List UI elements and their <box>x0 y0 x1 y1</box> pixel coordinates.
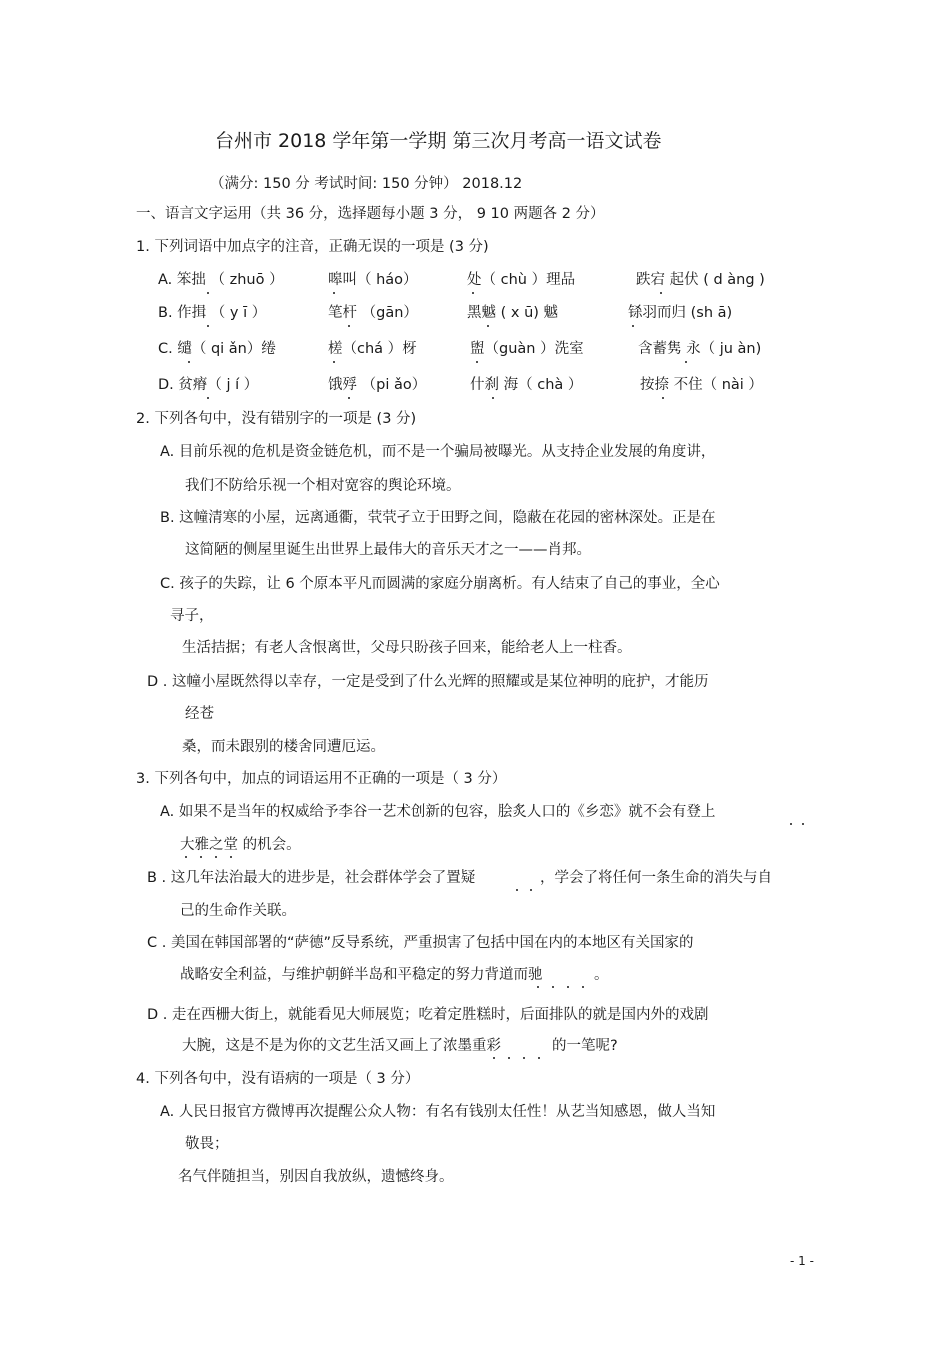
emphasis-dot <box>200 856 202 858</box>
q1-option-d-word1: D. 贫瘠（ j í ） <box>158 377 259 393</box>
q2-option-a-line1: A. 目前乐视的危机是资金链危机，而不是一个骗局被曝光。从支持企业发展的角度讲， <box>160 444 716 460</box>
emphasis-dot <box>516 889 518 891</box>
q4-option-a-line3: 名气伴随担当，别因自我放纵，遗憾终身。 <box>178 1169 454 1185</box>
q3-option-b-line1: B . 这几年法治最大的进步是，社会群体学会了置疑 <box>147 870 476 886</box>
q3-option-b-line2: 己的生命作关联。 <box>180 903 296 919</box>
emphasis-dot <box>662 397 664 399</box>
section-heading: 一、语言文字运用（共 36 分，选择题每小题 3 分， 9 10 两题各 2 分） <box>136 206 605 222</box>
emphasis-dot <box>523 1057 525 1059</box>
q3-option-a-line1: A. 如果不是当年的权威给予李谷一艺术创新的包容，脍炙人口的《乡恋》就不会有登上 <box>160 804 716 820</box>
q4-option-a-line1: A. 人民日报官方微博再次提醒公众人物：有名有钱别太任性！从艺当知感恩，做人当知 <box>160 1104 716 1120</box>
emphasis-dot <box>333 361 335 363</box>
emphasis-dot <box>207 292 209 294</box>
emphasis-dot <box>530 889 532 891</box>
q1-option-d-word3: 什刹 海（ chà ） <box>470 377 583 393</box>
emphasis-dot <box>802 823 804 825</box>
q1-option-d-word2: 饿殍 （pi ǎo） <box>328 377 427 393</box>
emphasis-dot <box>188 361 190 363</box>
q1-option-c-word4: 含蓄隽 永（ ju àn) <box>638 341 762 357</box>
q2-option-d-line2: 经苍 <box>185 706 214 722</box>
emphasis-dot <box>230 856 232 858</box>
emphasis-dot <box>552 986 554 988</box>
emphasis-dot <box>215 856 217 858</box>
emphasis-dot <box>632 325 634 327</box>
q2-option-b-line2: 这简陋的侧屋里诞生出世界上最伟大的音乐天才之一——肖邦。 <box>185 542 591 558</box>
q1-option-c-word3: 盥（guàn ）洗室 <box>470 341 584 357</box>
emphasis-dot <box>476 361 478 363</box>
emphasis-dot <box>660 292 662 294</box>
emphasis-dot <box>348 397 350 399</box>
emphasis-dot <box>207 325 209 327</box>
q2-option-c-line1: C. 孩子的失踪，让 6 个原本平凡而圆满的家庭分崩离析。有人结束了自己的事业，全心 <box>160 576 720 592</box>
emphasis-dot <box>333 292 335 294</box>
emphasis-dot <box>790 823 792 825</box>
q1-option-b-word3: 黑魆 ( x ū) 魆 <box>467 305 559 321</box>
q3-option-d-line2-tail: 的一笔呢? <box>552 1038 618 1054</box>
q1-option-b-word4: 铩羽而归 (sh ā) <box>628 305 733 321</box>
emphasis-dot <box>185 856 187 858</box>
emphasis-dot <box>492 397 494 399</box>
q1-option-c-word2: 槎（chá ）枒 <box>328 341 417 357</box>
emphasis-dot <box>348 325 350 327</box>
q2-option-d-line1: D . 这幢小屋既然得以幸存，一定是受到了什么光辉的照耀或是某位神明的庇护，才能历 <box>147 674 709 690</box>
emphasis-dot <box>567 986 569 988</box>
emphasis-dot <box>538 1057 540 1059</box>
emphasis-dot <box>493 1057 495 1059</box>
q3-option-d-line1: D . 走在西栅大街上，就能看见大师展览；吃着定胜糕时，后面排队的就是国内外的戏剧 <box>147 1007 709 1023</box>
emphasis-dot <box>487 325 489 327</box>
q2-option-b-line1: B. 这幢清寒的小屋，远离通衢，茕茕孑立于田野之间，隐蔽在花园的密林深处。正是在 <box>160 510 716 526</box>
emphasis-dot <box>537 986 539 988</box>
emphasis-dot <box>582 986 584 988</box>
q2-option-c-line3: 生活拮据；有老人含恨离世，父母只盼孩子回来，能给老人上一柱香。 <box>182 640 632 656</box>
q1-stem: 1. 下列词语中加点字的注音，正确无误的一项是 (3 分) <box>136 239 489 255</box>
q3-option-c-line2: 战略安全利益，与维护朝鲜半岛和平稳定的努力背道而驰 <box>180 967 543 983</box>
q1-option-d-word4: 按捺 不住（ nài ） <box>640 377 763 393</box>
q1-option-a-word3: 处（ chù ）理品 <box>467 272 576 288</box>
page-number: - 1 - <box>790 1254 814 1268</box>
emphasis-dot <box>207 397 209 399</box>
q2-option-d-line3: 桑，而未跟别的楼舍同遭厄运。 <box>182 739 385 755</box>
q2-stem: 2. 下列各句中，没有错别字的一项是 (3 分) <box>136 411 417 427</box>
q4-stem: 4. 下列各句中，没有语病的一项是（ 3 分） <box>136 1071 420 1087</box>
q2-option-a-line2: 我们不防给乐视一个相对宽容的舆论环境。 <box>185 478 461 494</box>
q1-option-a-word2: 嗥叫（ háo） <box>328 272 418 288</box>
q2-option-c-line2: 寻子， <box>170 608 214 624</box>
q1-option-a-word4: 跌宕 起伏 ( d àng ) <box>636 272 765 288</box>
q1-option-c-word1: C. 缱（ qi ǎn）绻 <box>158 341 276 357</box>
emphasis-dot <box>685 361 687 363</box>
q3-option-d-line2: 大腕，这是不是为你的文艺生活又画上了浓墨重彩 <box>182 1038 501 1054</box>
q1-option-a-word1: A. 笨拙 （ zhuō ） <box>158 272 284 288</box>
q1-option-b-word2: 笔杆 （gān） <box>328 305 418 321</box>
q3-option-a-line2: 大雅之堂 的机会。 <box>180 837 301 853</box>
q3-option-c-line2-tail: 。 <box>594 967 609 983</box>
exam-title: 台州市 2018 学年第一学期 第三次月考高一语文试卷 <box>215 130 662 152</box>
emphasis-dot <box>472 292 474 294</box>
q4-option-a-line2: 敬畏； <box>185 1136 229 1152</box>
q1-option-b-word1: B. 作揖 （ y ī ） <box>158 305 267 321</box>
q3-option-c-line1: C . 美国在韩国部署的“萨德”反导系统，严重损害了包括中国在内的本地区有关国家的 <box>147 935 694 951</box>
emphasis-dot <box>508 1057 510 1059</box>
q3-stem: 3. 下列各句中，加点的词语运用不正确的一项是（ 3 分） <box>136 771 507 787</box>
exam-meta: （满分: 150 分 考试时间: 150 分钟） 2018.12 <box>210 176 523 192</box>
q3-option-b-line1-tail: ，学会了将任何一条生命的消失与自 <box>540 870 772 886</box>
